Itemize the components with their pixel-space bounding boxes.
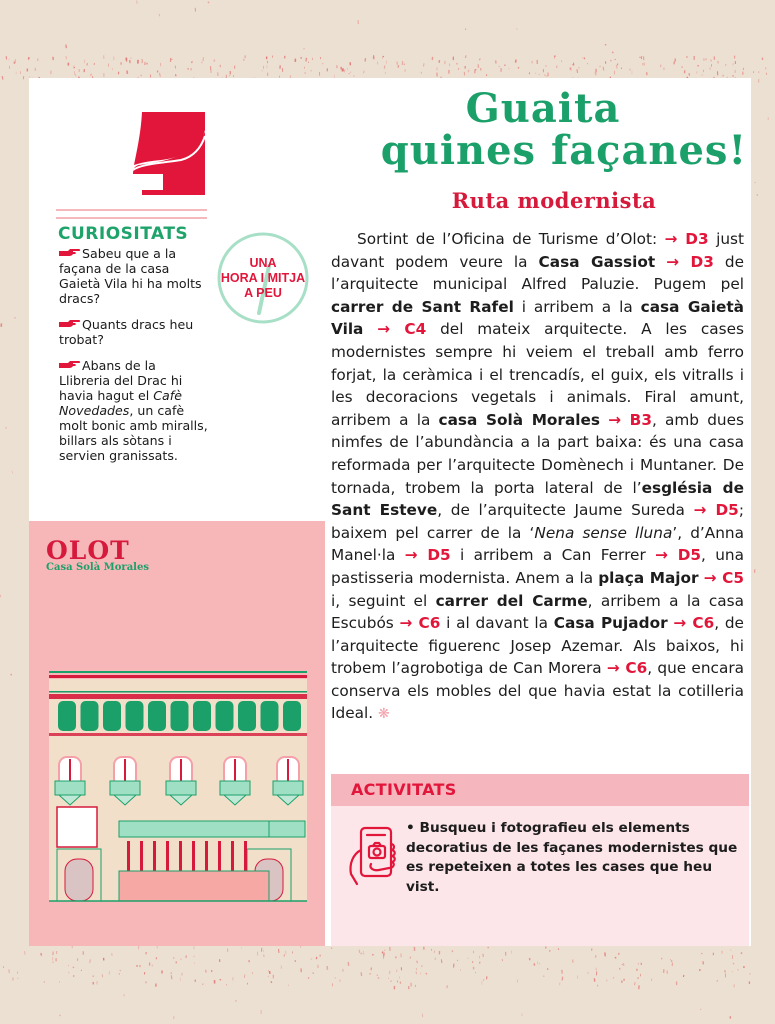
- place-name: casa Gaietà Vila: [331, 297, 744, 339]
- route-text: [600, 411, 608, 429]
- place-name: església de Sant Esteve: [331, 478, 744, 520]
- map-reference: → D3: [666, 252, 714, 271]
- arch-window: [58, 701, 76, 731]
- ground-floor-base: [119, 871, 269, 901]
- map-reference: → C6: [673, 614, 715, 633]
- balcony: [110, 781, 140, 795]
- badge-line: UNA: [249, 256, 277, 270]
- arch-window: [193, 701, 211, 731]
- arch-window: [126, 701, 144, 731]
- route-text: i arribem a Can Ferrer: [450, 546, 656, 565]
- place-name: Casa Pujador: [553, 614, 668, 633]
- illustration-caption: Casa Solà Morales: [46, 562, 149, 573]
- route-text: i al davant la: [440, 614, 554, 633]
- curiosity-item: Quants dracs heu trobat?: [59, 317, 194, 347]
- pointing-hand-icon: [59, 360, 81, 369]
- map-reference: → C6: [399, 614, 441, 633]
- bay-window: [57, 807, 97, 847]
- map-reference: → C6: [606, 659, 648, 678]
- activities-box: [331, 774, 749, 946]
- route-description: [331, 228, 744, 726]
- route-text: , amb dues nimfes de l’abundància a la part baixa: és una casa reformada per l’arquitecte Domènech i Muntaner. De tornada, trobem la porta lateral de l’: [331, 410, 744, 497]
- route-text: [655, 253, 666, 271]
- place-name: plaça Major: [598, 568, 699, 587]
- badge-line: HORA I MITJA: [220, 271, 306, 285]
- page-subtitle: Ruta modernista: [451, 188, 657, 213]
- main-balcony: [119, 821, 269, 837]
- page-title: Guaita quines façanes!: [380, 85, 747, 174]
- quoted-name: Nena sense lluna: [534, 523, 673, 542]
- arch-window: [261, 701, 279, 731]
- route-text: de l’arquitecte municipal Alfred Paluzie. Pugem pel: [331, 252, 745, 294]
- arch-window: [216, 701, 234, 731]
- route-text: i arribem a la: [513, 297, 641, 316]
- route-text: ; baixem pel carrer de la ‘: [331, 501, 744, 542]
- route-text: , una pastisseria modernista. Anem a la: [331, 546, 744, 587]
- building-facade-illustration: [49, 671, 307, 923]
- route-text: , arribem a la casa Escubós: [331, 591, 744, 633]
- place-name: carrer de Sant Rafel: [331, 297, 514, 316]
- illustration-panel: [29, 521, 325, 946]
- map-reference: → D3: [664, 230, 709, 248]
- arch-window: [171, 701, 189, 731]
- pointing-hand-icon: [59, 319, 81, 328]
- pointing-hand-icon: [59, 248, 81, 257]
- duration-badge: [213, 228, 313, 328]
- place-name: carrer del Carme: [435, 591, 588, 610]
- curiosities-list: [59, 246, 209, 474]
- place-name: casa Solà Morales: [438, 410, 601, 429]
- balcony: [220, 781, 250, 795]
- page: [29, 78, 751, 946]
- route-text: Sortint de l’Oficina de Turisme d’Olot:: [357, 230, 665, 248]
- curiosities-divider: [56, 209, 207, 219]
- illustration-city: OLOT: [46, 536, 130, 565]
- badge-line: A PEU: [244, 286, 282, 300]
- map-reference: → D5: [404, 546, 451, 565]
- end-flourish-icon: ❋: [377, 706, 390, 723]
- route-text: ’, d’Anna Manel·la: [331, 523, 744, 565]
- curiosity-item: Sabeu que a la façana de la casa Gaietà Vila hi ha molts dracs?: [59, 246, 202, 306]
- arch-window: [81, 701, 99, 731]
- map-reference: → D5: [693, 501, 739, 520]
- activities-text: • Busqueu i fotografieu els elements decoratius de les façanes modernistes que es repeteixen a totes les cases que heu vist.: [406, 820, 738, 895]
- route-text: , de l’arquitecte Jaume Sureda: [437, 501, 694, 520]
- phone-camera-icon: [345, 824, 401, 886]
- arch-window: [238, 701, 256, 731]
- route-text: , que encara conserva els mobles del que havia estat la cotilleria Ideal.: [331, 659, 744, 723]
- route-text: del mateix arquitecte. A les cases modernistes sempre hi veiem el treball amb ferro forjat, la ceràmica i el trencadís, el guix, els vitralls i les decoracions vegetals i animals. Firal amunt, arribem a la: [331, 320, 744, 429]
- balcony: [55, 781, 85, 795]
- route-text: , de l’arquitecte figuerenc Josep Azemar. Als baixos, hi trobem l’agrobotiga de Can Morera: [331, 614, 744, 678]
- map-reference: → B3: [608, 410, 652, 429]
- arch-window: [103, 701, 121, 731]
- curiosities-title: CURIOSITATS: [58, 224, 189, 244]
- place-name: Casa Gassiot: [538, 252, 656, 271]
- balcony: [166, 781, 196, 795]
- arch-window: [283, 701, 301, 731]
- balcony: [273, 781, 303, 795]
- map-reference: → D5: [655, 546, 702, 565]
- arch-window: [148, 701, 166, 731]
- route-text: [363, 320, 377, 338]
- map-reference: → C5: [703, 568, 744, 587]
- map-reference: → C4: [377, 320, 427, 339]
- activities-title: ACTIVITATS: [331, 774, 749, 806]
- route-text: just davant podem veure la: [331, 230, 744, 271]
- curiosity-item: Abans de la Llibreria del Drac hi havia hagut el Cafè Novedades, un cafè molt bonic amb miralls, billars als sòtans i servien granissats.: [59, 358, 208, 463]
- page-number-graphic: [121, 110, 211, 195]
- route-text: i, seguint el: [331, 591, 436, 610]
